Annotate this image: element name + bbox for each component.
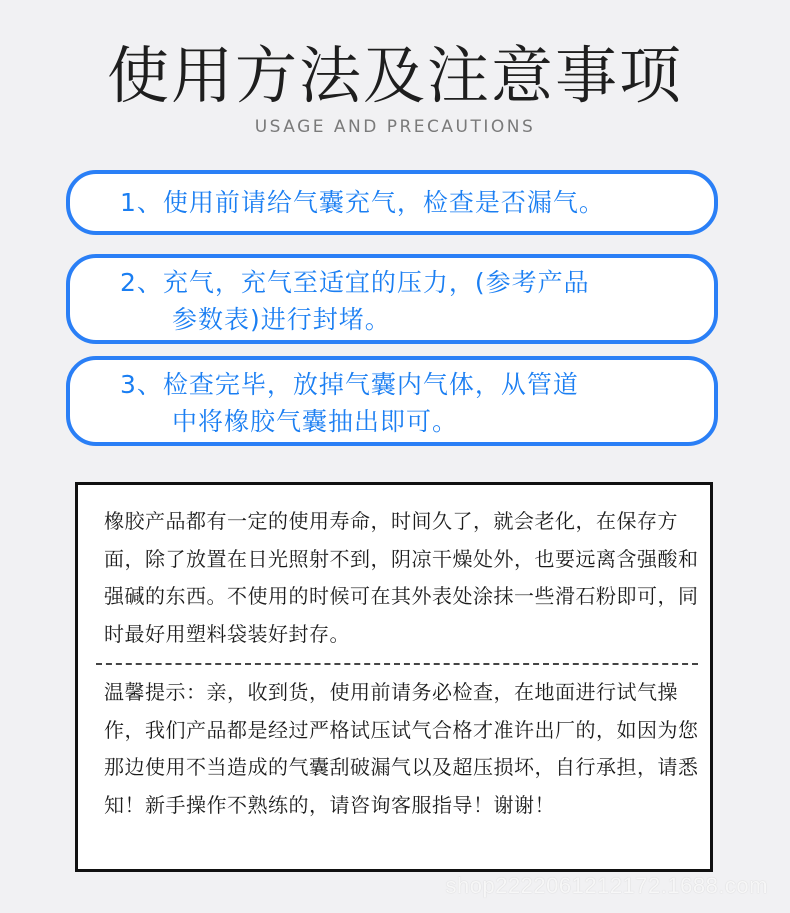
dashed-divider — [96, 663, 698, 665]
page-subtitle: USAGE AND PRECAUTIONS — [254, 117, 536, 137]
step-2-line-2: 参数表)进行封堵。 — [172, 305, 391, 334]
step-3-line-1: 3、检查完毕，放掉气囊内气体，从管道 — [120, 370, 579, 399]
step-text-2 — [120, 264, 688, 338]
step-2-line-1: 2、充气，充气至适宜的压力，(参考产品 — [120, 268, 590, 297]
step-text-3 — [120, 366, 688, 440]
notice-paragraph-storage: 橡胶产品都有一定的使用寿命，时间久了，就会老化，在保存方面，除了放置在日光照射不到，阴凉干燥处外，也要远离含强酸和强碱的东西。不使用的时候可在其外表处涂抹一些滑石粉即可，同时最好用塑料袋装好封存。 — [104, 509, 699, 646]
step-3-line-2: 中将橡胶气囊抽出即可。 — [172, 407, 459, 436]
step-text-1 — [120, 184, 688, 221]
step-box-2 — [66, 254, 718, 344]
notice-paragraph-tip: 温馨提示：亲，收到货，使用前请务必检查，在地面进行试气操作，我们产品都是经过严格试压试气合格才准许出厂的，如因为您那边使用不当造成的气囊刮破漏气以及超压损坏，自行承担，请悉知！新手操作不熟练的，请咨询客服指导！谢谢！ — [104, 680, 699, 817]
step-box-1 — [66, 170, 718, 235]
step-box-3 — [66, 356, 718, 446]
page-title: 使用方法及注意事项 — [106, 39, 683, 112]
notice-box — [75, 482, 713, 872]
shop-watermark: shop2222061212172.1688.com — [445, 873, 768, 898]
step-1-line-1: 1、使用前请给气囊充气，检查是否漏气。 — [120, 188, 605, 217]
